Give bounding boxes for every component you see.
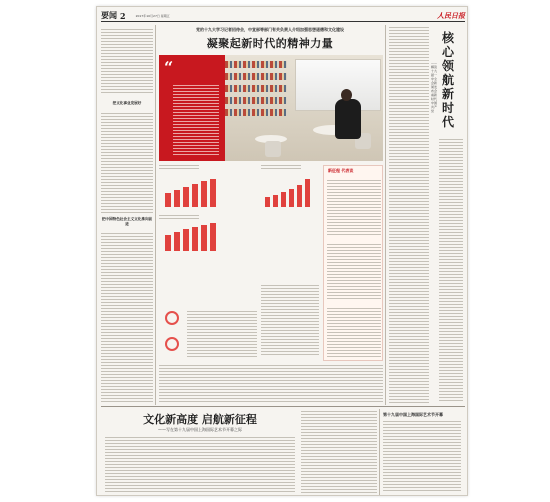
stat-notes (187, 311, 257, 357)
chair (265, 141, 281, 157)
bottom-side-title: 第十九届中国上海国际艺术节开幕 (383, 412, 443, 417)
bookshelf (225, 97, 287, 104)
bookshelf (225, 109, 287, 116)
right-column-title: 核心领航新时代 (441, 31, 454, 129)
delegate-talk-box (323, 165, 383, 361)
bar (265, 197, 270, 207)
bar (210, 223, 216, 251)
delegate-talk-text (327, 180, 381, 236)
reader-figure (335, 99, 361, 139)
bar (192, 184, 198, 207)
issue-date: 2017年10月27日 星期五 (135, 13, 170, 18)
bookshelf (225, 61, 287, 68)
bar-chart (165, 179, 255, 207)
left-column-text (101, 29, 153, 93)
bar (281, 192, 286, 207)
reader-head (341, 89, 352, 101)
bar (297, 185, 302, 207)
left-column-headline-2: 把中国特色社会主义文化推向前进 (101, 217, 153, 226)
delegate-talk-title: 新征程 代表谈 (328, 168, 354, 173)
column-rule (385, 25, 386, 405)
newspaper-page (96, 6, 468, 496)
chart-caption (159, 165, 199, 169)
left-column-text (101, 113, 153, 213)
bar (289, 189, 294, 207)
right-column-text (389, 27, 429, 403)
section-divider (101, 406, 465, 407)
infographic (159, 165, 259, 361)
bar (201, 181, 207, 207)
bar-chart (265, 179, 321, 207)
column-rule (379, 409, 380, 495)
bar (305, 179, 310, 207)
bottom-story-text (105, 437, 295, 493)
bar (174, 232, 180, 251)
bar (174, 190, 180, 207)
page-number: 2 (120, 10, 126, 21)
bar (183, 187, 189, 207)
bottom-side-text (383, 421, 461, 493)
right-column-subtitle: ——解读十九届一中全会新闻发布会看新时代中国共产党 (431, 61, 438, 113)
bookshelf (225, 73, 287, 80)
bottom-story-title: 文化新高度 启航新征程 (143, 413, 257, 426)
quote-mark-icon: “ (164, 58, 174, 77)
bottom-story-text (301, 411, 377, 493)
stat-notes (261, 285, 319, 355)
stat-circle-icon (165, 311, 179, 325)
section-name: 要闻 (101, 10, 117, 20)
quote-panel (159, 55, 225, 161)
bar (165, 193, 171, 207)
bar (183, 229, 189, 251)
bottom-story-subtitle: ——写在第十九届中国上海国际艺术节开幕之际 (158, 427, 242, 432)
article-text (159, 365, 383, 403)
bar (201, 225, 207, 251)
newspaper-logo: 人民日报 (437, 10, 465, 20)
infographic (261, 165, 321, 361)
feature-photo (225, 55, 383, 161)
stat-circle-icon (165, 337, 179, 351)
masthead (101, 10, 465, 22)
bookshelf (225, 85, 287, 92)
right-column-text (439, 139, 463, 403)
column-rule (155, 25, 156, 405)
left-column-headline-1: 把文化事业发展好 (112, 101, 142, 105)
chart-caption (159, 215, 199, 219)
quote-text-lines (173, 85, 219, 155)
delegate-talk-text (327, 308, 381, 358)
feature-kicker: 党的十九大学习记者招待会，中宣部等部门有关负责人介绍加强思想道德和文化建设 (196, 27, 344, 32)
chart-caption (261, 165, 301, 169)
bar (192, 227, 198, 251)
feature-title: 凝聚起新时代的精神力量 (206, 37, 334, 50)
bar-chart (165, 223, 255, 251)
bar (165, 235, 171, 251)
delegate-talk-text (327, 244, 381, 300)
bar (273, 195, 278, 207)
left-column-text (101, 233, 153, 403)
bar (210, 179, 216, 207)
